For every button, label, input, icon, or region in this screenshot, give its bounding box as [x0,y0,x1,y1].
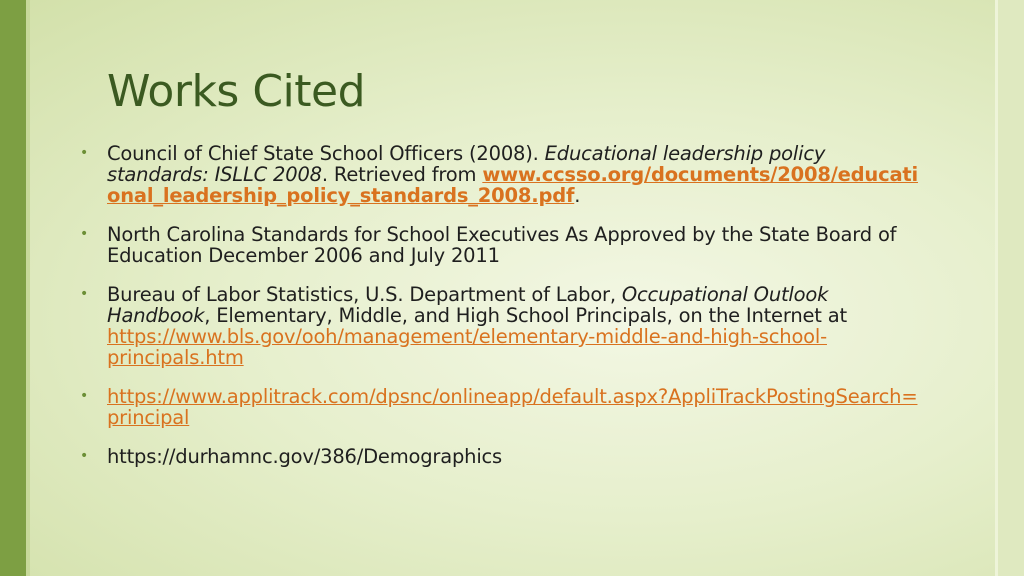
reference-link[interactable]: https://www.bls.gov/ooh/management/elementary-middle-and-high-school-principals.htm [107,325,827,369]
right-accent-band [998,0,1024,576]
left-accent-band [0,0,26,576]
reference-item [78,143,918,206]
bullet-icon: • [80,226,89,242]
reference-title: Occupational Outlook Handbook [107,283,829,327]
reference-text: . [574,184,581,207]
right-accent-edge [995,0,998,576]
slide-title: Works Cited [107,66,366,117]
reference-title: Educational leadership policy standards: ISLLC 2008 [107,142,826,186]
reference-text: , Elementary, Middle, and High School Principals, on the Internet at [204,304,847,327]
reference-item [78,224,918,266]
bullet-icon: • [80,448,89,464]
reference-text: . Retrieved from [321,163,483,186]
left-accent-edge [26,0,30,576]
reference-item [78,284,918,368]
reference-text: North Carolina Standards for School Executives As Approved by the State Board of Education December 2006 and July 2011 [107,223,897,267]
references-list [78,143,918,485]
reference-text: Council of Chief State School Officers (2008). [107,142,545,165]
reference-link[interactable]: https://www.applitrack.com/dpsnc/onlineapp/default.aspx?AppliTrackPostingSearch=principal [107,385,918,429]
reference-link[interactable]: www.ccsso.org/documents/2008/educational_leadership_policy_standards_2008.pdf [107,163,919,207]
bullet-icon: • [80,388,89,404]
reference-item [78,446,918,467]
reference-item [78,386,918,428]
bullet-icon: • [80,286,89,302]
reference-text: https://durhamnc.gov/386/Demographics [107,445,503,468]
reference-text: Bureau of Labor Statistics, U.S. Department of Labor, [107,283,622,306]
bullet-icon: • [80,145,89,161]
